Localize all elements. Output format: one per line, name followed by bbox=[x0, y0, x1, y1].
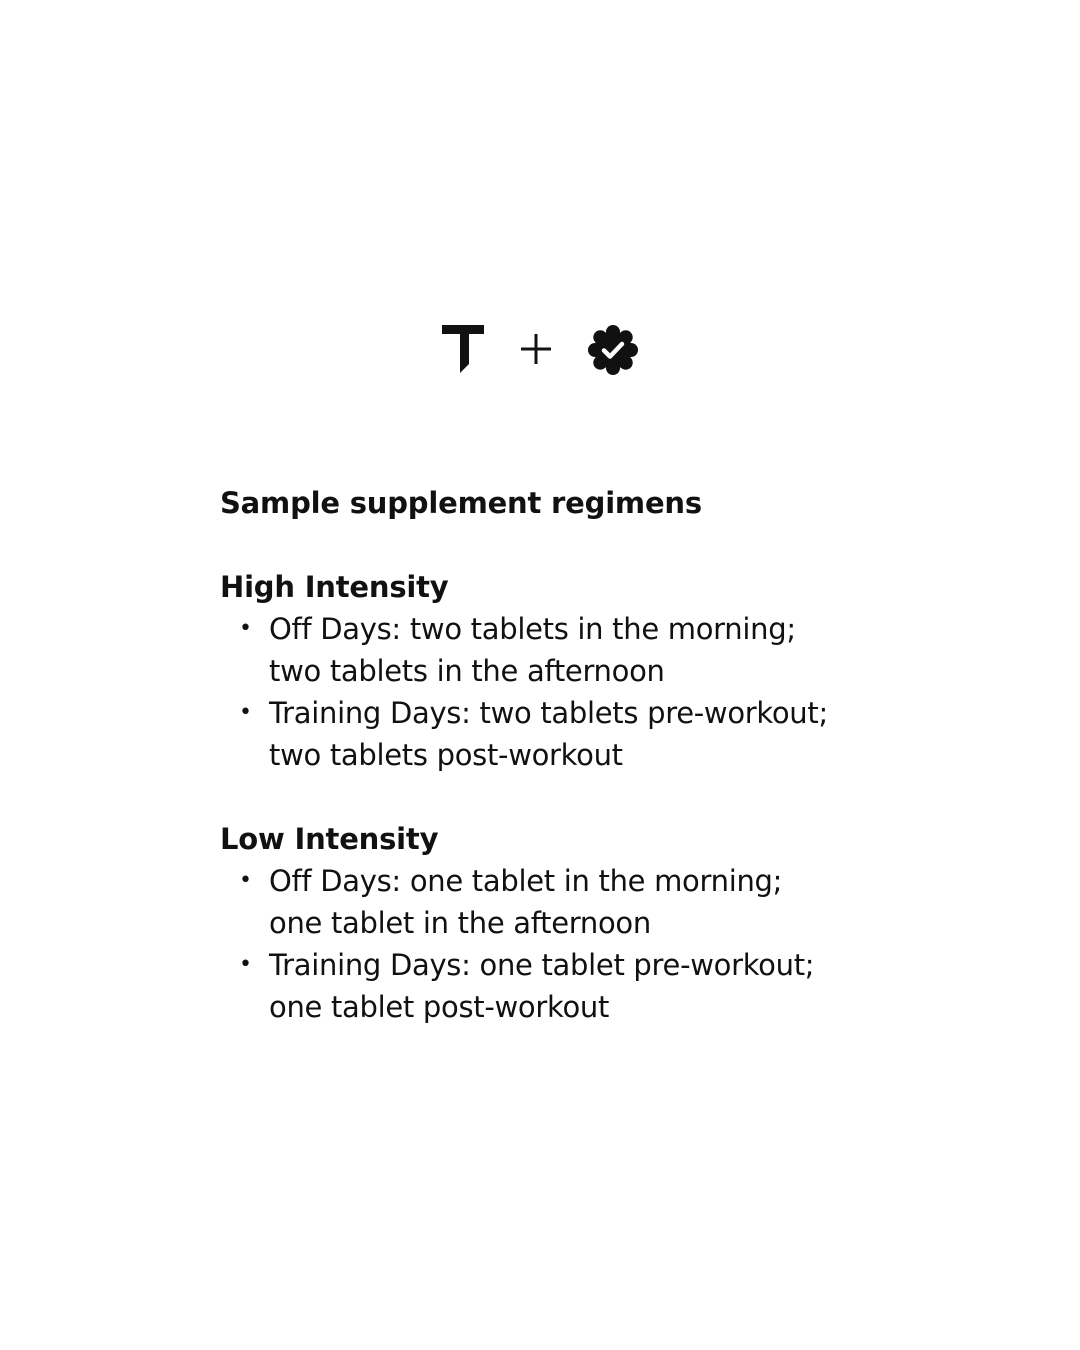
item-line: two tablets in the afternoon bbox=[269, 654, 665, 688]
list-item bbox=[220, 944, 869, 1028]
regimen-list bbox=[220, 860, 980, 1028]
list-item bbox=[220, 608, 869, 692]
section-heading: High Intensity bbox=[220, 570, 449, 604]
item-line: Off Days: two tablets in the morning; bbox=[269, 612, 796, 646]
section-heading: Low Intensity bbox=[220, 822, 439, 856]
item-line: Training Days: two tablets pre-workout; bbox=[269, 696, 828, 730]
regimen-list bbox=[220, 608, 980, 776]
plus-icon bbox=[519, 332, 553, 366]
bullet-icon: • bbox=[239, 700, 252, 725]
page-title: Sample supplement regimens bbox=[220, 486, 702, 520]
logo-row bbox=[0, 318, 1080, 380]
item-line: two tablets post-workout bbox=[269, 738, 623, 772]
t-logo bbox=[441, 324, 485, 374]
regimen-content bbox=[220, 482, 980, 1028]
section-low-intensity bbox=[220, 818, 980, 1028]
list-item bbox=[220, 860, 869, 944]
list-item bbox=[220, 692, 869, 776]
section-high-intensity bbox=[220, 566, 980, 776]
item-line: one tablet in the afternoon bbox=[269, 906, 651, 940]
bullet-icon: • bbox=[239, 868, 252, 893]
item-line: Off Days: one tablet in the morning; bbox=[269, 864, 783, 898]
verified-badge-icon bbox=[588, 325, 638, 375]
item-line: one tablet post-workout bbox=[269, 990, 610, 1024]
item-line: Training Days: one tablet pre-workout; bbox=[269, 948, 815, 982]
bullet-icon: • bbox=[239, 616, 252, 641]
bullet-icon: • bbox=[239, 952, 252, 977]
